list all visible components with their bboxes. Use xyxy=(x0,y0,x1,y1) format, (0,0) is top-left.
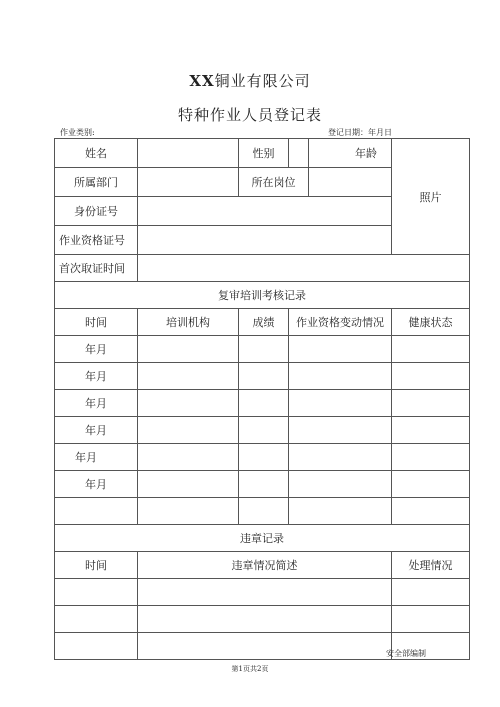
training-row-change[interactable] xyxy=(289,336,392,363)
training-row-time: 年月 xyxy=(55,363,138,390)
violation-row-time[interactable] xyxy=(55,633,138,660)
training-row-change[interactable] xyxy=(289,363,392,390)
training-header-health: 健康状态 xyxy=(392,309,470,336)
training-row-health[interactable] xyxy=(392,336,470,363)
id-number-field[interactable] xyxy=(138,197,392,226)
first-cert-time-field[interactable] xyxy=(138,255,470,282)
training-row-health[interactable] xyxy=(392,444,470,471)
department-field[interactable] xyxy=(138,168,239,197)
training-row-score[interactable] xyxy=(239,417,289,444)
training-row-institution[interactable] xyxy=(138,363,239,390)
company-name-prefix: XX xyxy=(189,72,215,90)
violation-row xyxy=(55,579,470,606)
violation-header-handling: 处理情况 xyxy=(392,552,470,579)
training-row-time: 年月 xyxy=(55,336,138,363)
photo-label: 照片 xyxy=(419,190,442,204)
training-row-health[interactable] xyxy=(392,390,470,417)
violation-header-summary: 违章情况简述 xyxy=(138,552,392,579)
violation-header-row xyxy=(55,552,470,579)
violation-row-time[interactable] xyxy=(55,606,138,633)
training-row xyxy=(55,336,470,363)
training-row-health[interactable] xyxy=(392,363,470,390)
department-label: 所属部门 xyxy=(55,168,138,197)
form-title: 特种作业人员登记表 xyxy=(177,106,322,124)
violation-row-time[interactable] xyxy=(55,579,138,606)
training-header-qualification-change: 作业资格变动情况 xyxy=(289,309,392,336)
training-header-time: 时间 xyxy=(55,309,138,336)
company-name-suffix: 铜业有限公司 xyxy=(214,72,311,90)
training-row-health[interactable] xyxy=(392,417,470,444)
training-row-time[interactable] xyxy=(55,498,138,525)
training-row-institution[interactable] xyxy=(138,417,239,444)
name-field[interactable] xyxy=(138,139,239,168)
training-row-change[interactable] xyxy=(289,444,392,471)
training-row-change[interactable] xyxy=(289,498,392,525)
gender-label: 性别 xyxy=(239,139,289,168)
training-row-health[interactable] xyxy=(392,498,470,525)
page-number: 第1页共2页 xyxy=(231,665,269,673)
training-section-title: 复审培训考核记录 xyxy=(55,282,470,309)
training-row-institution[interactable] xyxy=(138,390,239,417)
training-row-score[interactable] xyxy=(239,390,289,417)
violation-row-handling[interactable] xyxy=(392,606,470,633)
training-row-score[interactable] xyxy=(239,363,289,390)
training-row-score[interactable] xyxy=(239,444,289,471)
training-row xyxy=(55,471,470,498)
violation-section-title: 违章记录 xyxy=(55,525,470,552)
training-header-institution: 培训机构 xyxy=(138,309,239,336)
training-row-change[interactable] xyxy=(289,390,392,417)
registration-form-table xyxy=(54,138,470,660)
training-row-time: 年月 xyxy=(55,471,138,498)
id-number-label: 身份证号 xyxy=(55,197,138,226)
training-header-row xyxy=(55,309,470,336)
age-label: 年龄 xyxy=(309,139,392,168)
training-row-change[interactable] xyxy=(289,417,392,444)
compiled-by-label: 安全部编制 xyxy=(386,649,426,658)
training-row-health[interactable] xyxy=(392,471,470,498)
row-basic-1 xyxy=(55,139,470,168)
training-row-institution[interactable] xyxy=(138,471,239,498)
cert-number-field[interactable] xyxy=(138,226,392,255)
training-row-time: 年月 xyxy=(55,417,138,444)
violation-row-summary[interactable] xyxy=(138,633,392,660)
training-row-institution[interactable] xyxy=(138,336,239,363)
training-row-time: 年月 xyxy=(55,390,138,417)
training-row xyxy=(55,363,470,390)
cert-number-label: 作业资格证号 xyxy=(55,226,138,255)
violation-row-handling[interactable] xyxy=(392,579,470,606)
violation-row-summary[interactable] xyxy=(138,606,392,633)
training-row xyxy=(55,390,470,417)
training-row-institution[interactable] xyxy=(138,498,239,525)
training-row-change[interactable] xyxy=(289,471,392,498)
photo-area xyxy=(392,139,470,255)
violation-section-row xyxy=(55,525,470,552)
category-label: 作业类别: xyxy=(60,128,95,137)
training-row-score[interactable] xyxy=(239,336,289,363)
company-name xyxy=(0,70,500,91)
training-row-institution[interactable] xyxy=(138,444,239,471)
violation-row xyxy=(55,606,470,633)
training-row-time: 年月 xyxy=(55,444,138,471)
training-row-score[interactable] xyxy=(239,498,289,525)
row-basic-5 xyxy=(55,255,470,282)
post-field[interactable] xyxy=(309,168,392,197)
post-label: 所在岗位 xyxy=(239,168,309,197)
name-label: 姓名 xyxy=(55,139,138,168)
training-row xyxy=(55,444,470,471)
violation-row-summary[interactable] xyxy=(138,579,392,606)
training-row-score[interactable] xyxy=(239,471,289,498)
training-row-empty xyxy=(55,498,470,525)
registration-date-label: 登记日期：年月日 xyxy=(328,128,392,137)
training-section-row xyxy=(55,282,470,309)
gender-field[interactable] xyxy=(289,139,309,168)
violation-header-time: 时间 xyxy=(55,552,138,579)
training-header-score: 成绩 xyxy=(239,309,289,336)
training-row xyxy=(55,417,470,444)
first-cert-time-label: 首次取证时间 xyxy=(55,255,138,282)
